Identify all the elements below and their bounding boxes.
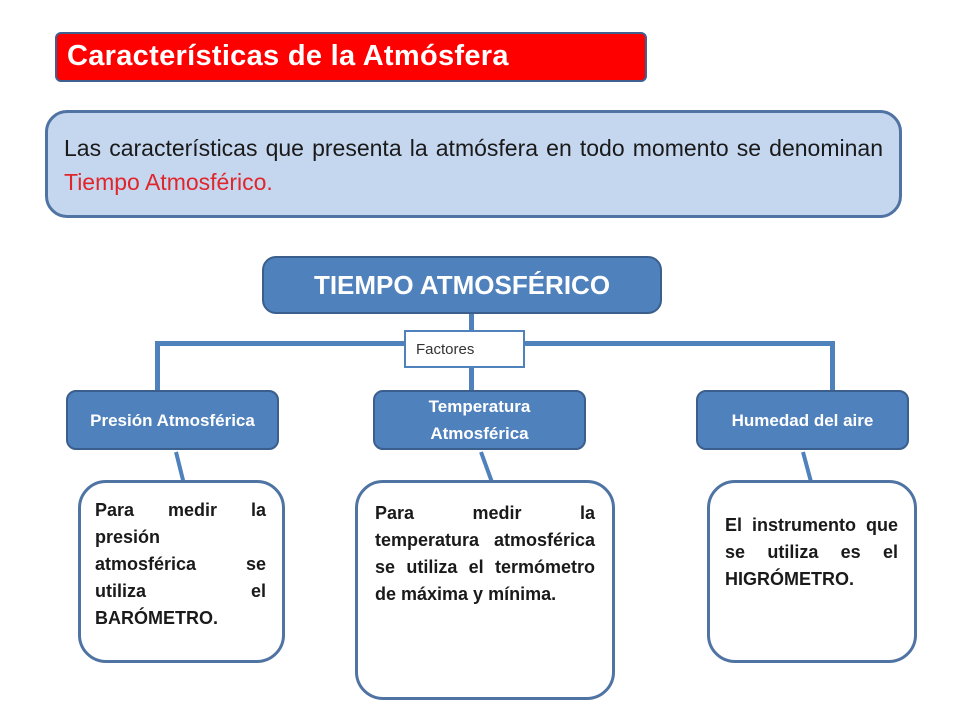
intro-box: [45, 110, 902, 218]
detail-humedad-box: [707, 480, 917, 663]
connector-humedad-detail: [801, 451, 813, 483]
detail-temperatura-text: Para medir la temperatura atmosférica se utiliza el termómetro de máxima y mínima.: [375, 503, 595, 604]
title-banner: [55, 32, 647, 82]
detail-temperatura-box: [355, 480, 615, 700]
connector-presion-detail: [174, 452, 185, 483]
intro-text-body: Las características que presenta la atmósfera en todo momento se denominan: [64, 135, 883, 161]
detail-presion-text: Para medir la presión atmosférica se utiliza el BARÓMETRO.: [95, 500, 266, 628]
intro-highlight: Tiempo Atmosférico.: [64, 169, 273, 195]
connector-temperatura-detail: [479, 451, 494, 482]
factor-presion-node: Presión Atmosférica: [66, 390, 279, 450]
detail-humedad-text: El instrumento que se utiliza es el HIGRÓMETRO.: [725, 515, 898, 589]
factor-humedad-node: Humedad del aire: [696, 390, 909, 450]
page-title: Características de la Atmósfera: [67, 40, 509, 72]
main-topic-node: TIEMPO ATMOSFÉRICO: [262, 256, 662, 314]
factores-label: Factores: [404, 330, 525, 368]
factor-temperatura-node: Temperatura Atmosférica: [373, 390, 586, 450]
connector-left: [155, 341, 160, 391]
detail-presion-box: [78, 480, 285, 663]
connector-right: [830, 341, 835, 391]
intro-text: [64, 131, 883, 199]
